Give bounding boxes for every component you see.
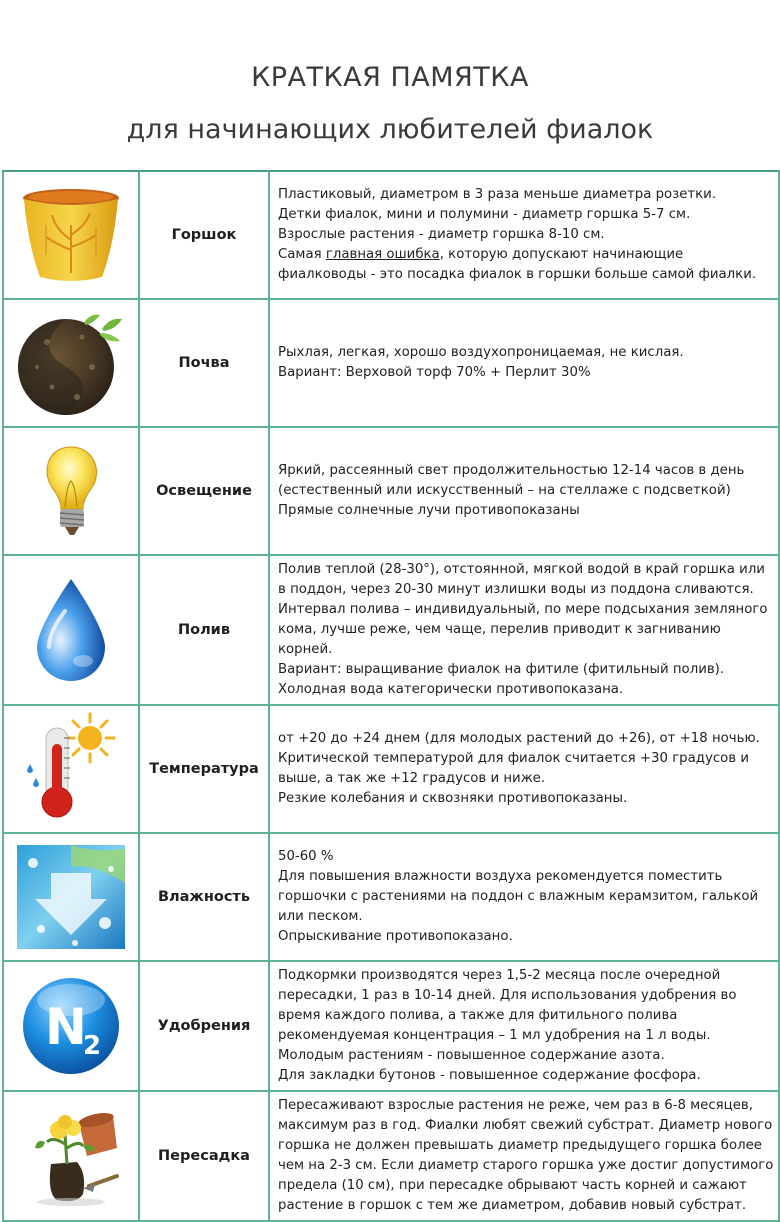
table-row-fertilizers — [3, 961, 779, 1091]
row-name: Полив — [139, 555, 269, 705]
icon-cell — [3, 299, 139, 427]
icon-cell — [3, 171, 139, 299]
table-row-lighting — [3, 427, 779, 555]
care-table — [2, 170, 780, 1222]
row-name: Температура — [139, 705, 269, 833]
main-mistake-link[interactable]: главная ошибка — [325, 247, 440, 262]
nitrogen-n2-icon — [19, 974, 123, 1078]
flower-pot-icon — [16, 185, 126, 285]
row-description — [269, 427, 779, 555]
row-name: Горшок — [139, 171, 269, 299]
row-name: Влажность — [139, 833, 269, 961]
table-row-watering — [3, 555, 779, 705]
description-line: Холодная вода категорически противопоказана. — [278, 682, 624, 697]
description-line: Взрослые растения - диаметр горшка 8-10 см. — [278, 227, 605, 242]
description-line: Молодым растениям - повышенное содержание азота. — [278, 1048, 665, 1063]
description-line: Критической температурой для фиалок считается +30 градусов и выше, а так же +12 градусов и ниже. — [278, 751, 749, 786]
row-description — [269, 171, 779, 299]
row-name: Освещение — [139, 427, 269, 555]
water-drop-icon — [31, 575, 111, 685]
light-bulb-icon — [31, 441, 111, 541]
repotting-icon — [17, 1104, 125, 1208]
description-line: от +20 до +24 днем (для молодых растений до +26), от +18 ночью. — [278, 731, 760, 746]
icon-cell — [3, 961, 139, 1091]
description-line: Подкормки производятся через 1,5-2 месяца после очередной пересадки, 1 раз в 10-14 дней. Для использования удобрения во время каждого полива, а также для фитильного полива рекомендуемая концентрация – 1 мл удобрения на 1 л воды. — [278, 968, 737, 1043]
description-line: Пластиковый, диаметром в 3 раза меньше диаметра розетки. — [278, 187, 717, 202]
description-line: Вариант: выращивание фиалок на фитиле (фитильный полив). — [278, 662, 725, 677]
soil-ball-icon — [12, 307, 130, 419]
table-row-temperature — [3, 705, 779, 833]
humidity-icon — [15, 843, 127, 951]
table-row-humidity — [3, 833, 779, 961]
row-name: Удобрения — [139, 961, 269, 1091]
icon-cell — [3, 555, 139, 705]
description-line: Резкие колебания и сквозняки противопоказаны. — [278, 791, 628, 806]
description-line: Интервал полива – индивидуальный, по мере подсыхания земляного кома, лучше реже, чем чаще, перелив приводит к загниванию корней. — [278, 602, 768, 657]
row-description — [269, 961, 779, 1091]
description-line: Детки фиалок, мини и полумини - диаметр горшка 5-7 см. — [278, 207, 691, 222]
mistake-prefix: Самая — [278, 247, 326, 262]
row-description — [269, 705, 779, 833]
row-description — [269, 299, 779, 427]
icon-cell — [3, 427, 139, 555]
icon-cell — [3, 1091, 139, 1221]
nitrogen-letter: N — [45, 998, 87, 1056]
description-line-mistake — [278, 245, 774, 285]
description-line: Полив теплой (28-30°), отстоянной, мягкой водой в край горшка или в поддон, через 20-30 минут излишки воды из поддона сливаются. — [278, 562, 765, 597]
page-subtitle: для начинающих любителей фиалок — [126, 114, 654, 145]
nitrogen-subscript: 2 — [83, 1031, 102, 1061]
icon-cell — [3, 833, 139, 961]
description-line: Вариант: Верховой торф 70% + Перлит 30% — [278, 365, 591, 380]
description-line: Опрыскивание противопоказано. — [278, 929, 513, 944]
thermometer-sun-icon — [16, 714, 126, 824]
table-row-soil — [3, 299, 779, 427]
description-line: Пересаживают взрослые растения не реже, чем раз в 6-8 месяцев, максимум раз в год. Фиалки любят свежий субстрат. Диаметр нового горшка не должен превышать диаметр предыдущего горшка более чем на 2-3 см. Если диаметр старого горшка уже достиг допустимого предела (10 см), при пересадке обрывают часть корней и сажают растение в горшок с тем же диаметром, добавив новый субстрат. — [278, 1098, 774, 1213]
row-description — [269, 833, 779, 961]
row-name: Почва — [139, 299, 269, 427]
table-row-repotting — [3, 1091, 779, 1221]
icon-cell — [3, 705, 139, 833]
mistake-suffix: , которую допускают начинающие фиалководы - это посадка фиалок в горшки больше самой фиалки. — [278, 247, 757, 282]
row-description — [269, 1091, 779, 1221]
description-line: Прямые солнечные лучи противопоказаны — [278, 503, 580, 518]
description-line: Яркий, рассеянный свет продолжительностью 12-14 часов в день (естественный или искусственный – на стеллаже с подсветкой) — [278, 463, 745, 498]
page-title: КРАТКАЯ ПАМЯТКА — [251, 62, 529, 93]
row-name: Пересадка — [139, 1091, 269, 1221]
header — [0, 0, 780, 170]
row-description — [269, 555, 779, 705]
description-line: 50-60 % — [278, 849, 334, 864]
description-line: Для закладки бутонов - повышенное содержание фосфора. — [278, 1068, 701, 1083]
description-line: Для повышения влажности воздуха рекомендуется поместить горшочки с растениями на поддон с влажным керамзитом, галькой или песком. — [278, 869, 759, 924]
table-row-pot — [3, 171, 779, 299]
description-line: Рыхлая, легкая, хорошо воздухопроницаемая, не кислая. — [278, 345, 684, 360]
